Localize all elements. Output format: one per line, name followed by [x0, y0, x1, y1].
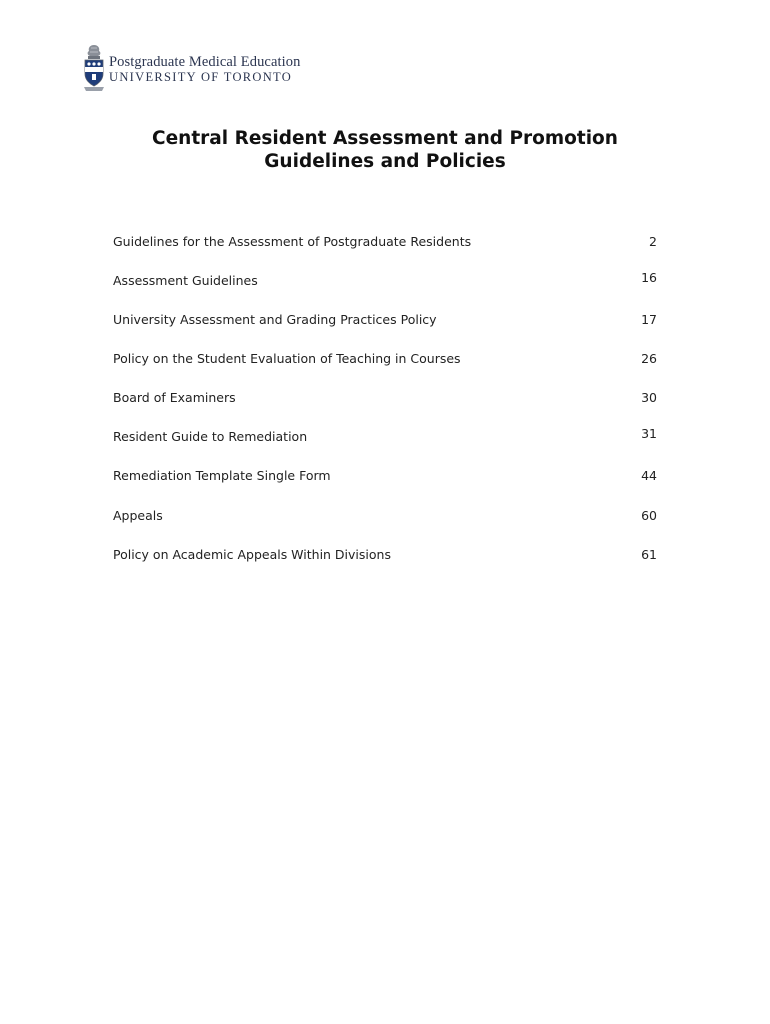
toc-entry-title: Resident Guide to Remediation: [113, 429, 308, 444]
toc-entry-title: Appeals: [113, 508, 163, 523]
university-crest-icon: [82, 43, 106, 93]
toc-entry: [113, 427, 657, 447]
toc-entry: [113, 271, 657, 291]
toc-entry-title: University Assessment and Grading Practices Policy: [113, 312, 437, 327]
toc-entry-title: Guidelines for the Assessment of Postgraduate Residents: [113, 234, 472, 249]
toc-entry: [113, 349, 657, 369]
toc-entry-page: 60: [641, 508, 657, 523]
page-title: [0, 127, 770, 173]
toc-entry-page: 31: [641, 426, 657, 441]
toc-entry-page: 26: [641, 351, 657, 366]
toc-entry: [113, 388, 657, 408]
toc-entry: [113, 232, 657, 252]
toc-entry-title: Policy on the Student Evaluation of Teaching in Courses: [113, 351, 461, 366]
toc-entry-page: 44: [641, 468, 657, 483]
toc-entry: [113, 310, 657, 330]
toc-entry: [113, 506, 657, 526]
toc-entry-title: Remediation Template Single Form: [113, 468, 331, 483]
toc-entry: [113, 545, 657, 565]
toc-entry-title: Board of Examiners: [113, 390, 236, 405]
title-line-2: Guidelines and Policies: [264, 151, 506, 172]
logo-department-name: Postgraduate Medical Education: [109, 54, 301, 70]
toc-entry-page: 17: [641, 312, 657, 327]
university-logo: [82, 43, 300, 93]
toc-entry-page: 2: [649, 234, 657, 249]
logo-university-name: UNIVERSITY OF TORONTO: [109, 70, 293, 84]
toc-entry-title: Policy on Academic Appeals Within Divisions: [113, 547, 391, 562]
toc-entry-title: Assessment Guidelines: [113, 273, 258, 288]
title-line-1: Central Resident Assessment and Promotion: [152, 128, 618, 149]
toc-entry-page: 30: [641, 390, 657, 405]
toc-entry: [113, 466, 657, 486]
toc-entry-page: 61: [641, 547, 657, 562]
toc-entry-page: 16: [641, 270, 657, 285]
